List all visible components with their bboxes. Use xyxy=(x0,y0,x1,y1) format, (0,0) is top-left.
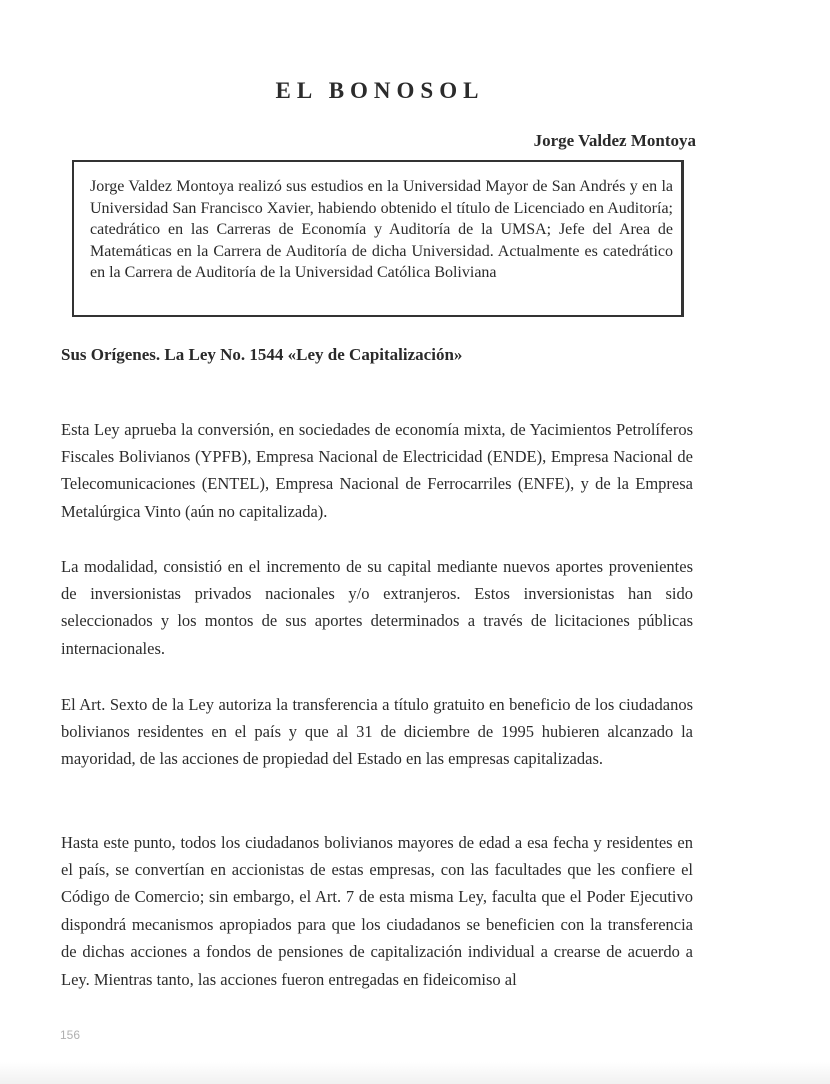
paragraph-2: La modalidad, consistió en el incremento de su capital mediante nuevos aportes provenientes de inversionistas privados nacionales y/o extranjeros. Estos inversionistas han sido seleccionados y los montos de sus aportes determinados a través de licitaciones públicas internacionales. xyxy=(61,556,693,658)
page-number: 156 xyxy=(60,1028,81,1042)
paragraph-3: El Art. Sexto de la Ley autoriza la transferencia a título gratuito en beneficio de los ciudadanos bolivianos residentes en el país y que al 31 de diciembre de 1995 hubieren alcanzado la mayoridad, de las acciones de propiedad del Estado en las empresas capitalizadas. xyxy=(61,694,693,769)
page-bottom-edge xyxy=(0,1062,830,1084)
article-title: EL BONOSOL xyxy=(275,78,485,103)
author-name: Jorge Valdez Montoya xyxy=(533,131,696,150)
paragraph-4: Hasta este punto, todos los ciudadanos bolivianos mayores de edad a esa fecha y residentes en el país, se convertían en accionistas de estas empresas, con las facultades que les confiere el Código de Comercio; sin embargo, el Art. 7 de esta misma Ley, faculta que el Poder Ejecutivo dispondrá mecanismos apropiados para que los ciudadanos se beneficien con la transferencia de dichas acciones a fondos de pensiones de capitalización individual a crearse de acuerdo a Ley. Mientras tanto, las acciones fueron entregadas en fideicomiso al xyxy=(61,832,693,989)
paragraph-1: Esta Ley aprueba la conversión, en sociedades de economía mixta, de Yacimientos Petrolíferos Fiscales Bolivianos (YPFB), Empresa Nacional de Electricidad (ENDE), Empresa Nacional de Telecomunicaciones (ENTEL), Empresa Nacional de Ferrocarriles (ENFE), y de la Empresa Metalúrgica Vinto (aún no capitalizada). xyxy=(61,419,693,521)
section-heading: Sus Orígenes. La Ley No. 1544 «Ley de Capitalización» xyxy=(61,345,463,364)
author-bio-text: Jorge Valdez Montoya realizó sus estudios en la Universidad Mayor de San Andrés y en la Universidad San Francisco Xavier, habiendo obtenido el título de Licenciado en Auditoría; catedrático en las Carreras de Economía y Auditoría de la UMSA; Jefe del Area de Matemáticas en la Carrera de Auditoría de dicha Universidad. Actualmente es catedrático en la Carrera de Auditoría de la Universidad Católica Boliviana xyxy=(90,178,673,282)
author-bio-box xyxy=(72,160,684,317)
